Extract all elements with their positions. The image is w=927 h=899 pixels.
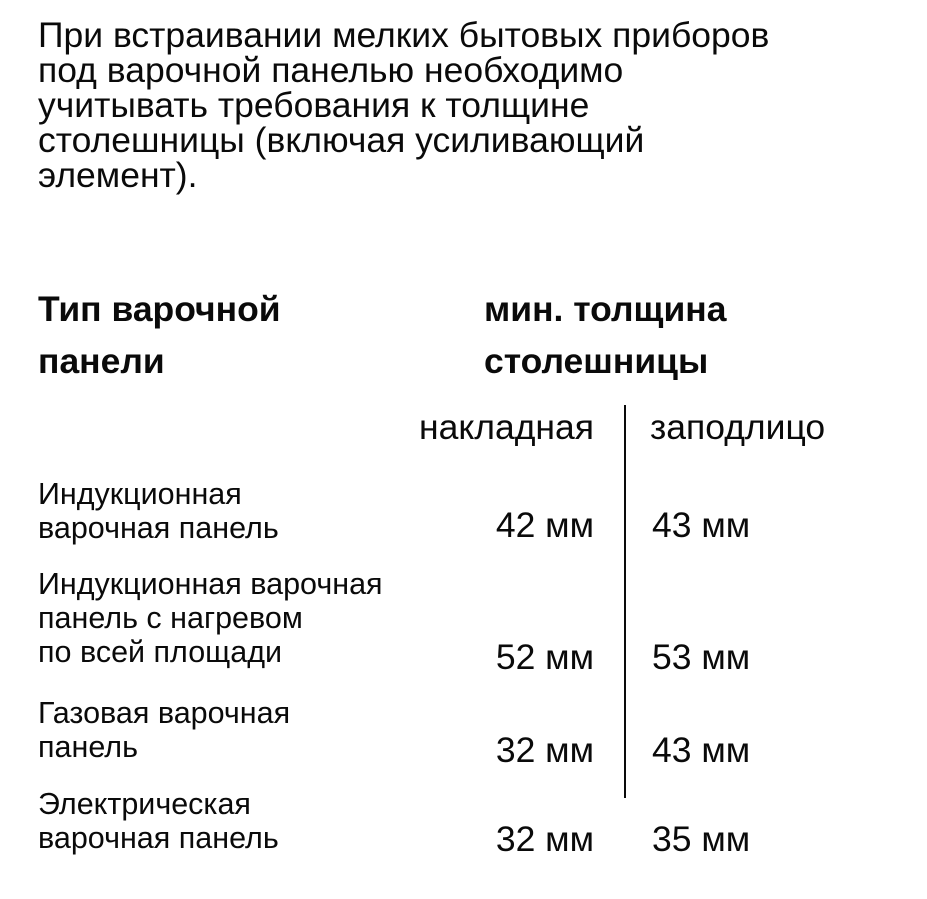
row-overlay-value: 52 мм xyxy=(495,637,594,677)
table-row xyxy=(0,567,927,677)
row-overlay-value: 32 мм xyxy=(495,730,594,770)
header-hob-type: Тип варочной панели xyxy=(38,289,281,381)
row-hob-name: Индукционная варочная панель xyxy=(38,477,279,545)
row-overlay-value: 42 мм xyxy=(495,505,594,545)
subheader-overlay: накладная xyxy=(418,407,594,447)
row-flush-value: 53 мм xyxy=(652,637,751,677)
header-min-thickness: мин. толщина столешницы xyxy=(484,289,727,381)
table-row xyxy=(0,787,927,859)
row-hob-name: Электрическая варочная панель xyxy=(38,787,279,855)
row-hob-name: Газовая варочная панель xyxy=(38,696,291,764)
table-row xyxy=(0,477,927,545)
row-flush-value: 43 мм xyxy=(652,505,751,545)
row-flush-value: 35 мм xyxy=(652,819,751,859)
intro-paragraph: При встраивании мелких бытовых приборов под варочной панелью необходимо учитывать требования к толщине столешницы (включая усиливающий элемент). xyxy=(38,15,770,195)
row-flush-value: 43 мм xyxy=(652,730,751,770)
subheader-flush: заподлицо xyxy=(650,407,826,447)
row-hob-name: Индукционная варочная панель с нагревом по всей площади xyxy=(38,567,383,669)
table-row xyxy=(0,696,927,770)
row-overlay-value: 32 мм xyxy=(495,819,594,859)
